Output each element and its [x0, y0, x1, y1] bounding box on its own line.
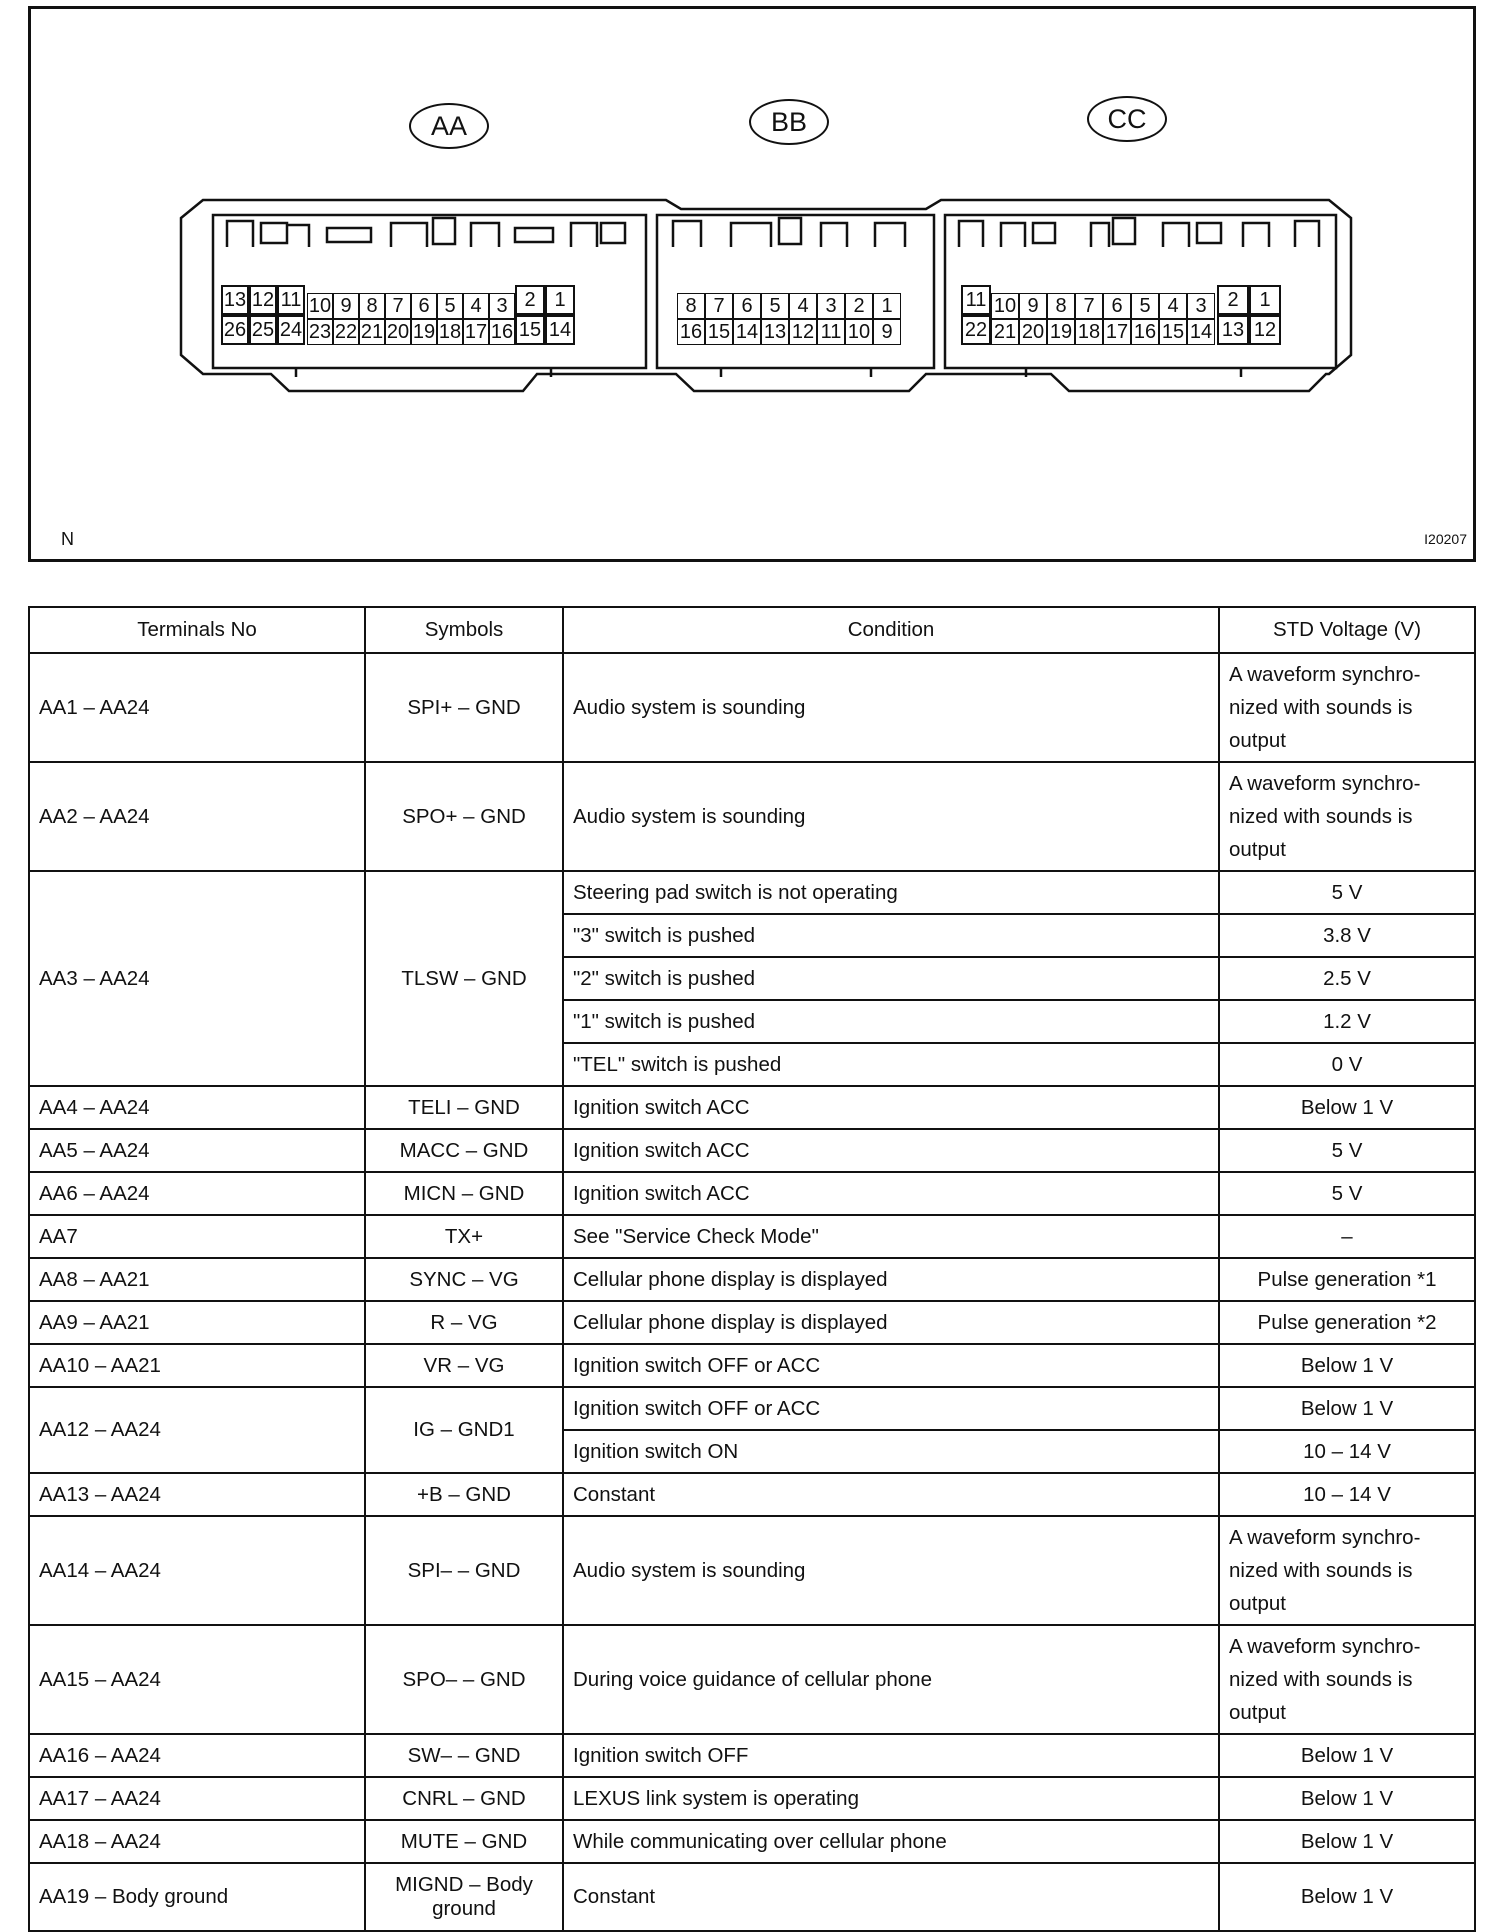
pin-cc-bottom: 18 [1075, 319, 1103, 345]
table-body [29, 653, 1475, 1931]
symbol-cell: MUTE – GND [365, 1820, 563, 1863]
pin-cc-bottom: 19 [1047, 319, 1075, 345]
terminal-cell: AA6 – AA24 [29, 1172, 365, 1215]
pin-bb-top: 2 [845, 293, 873, 319]
pin-aa-top: 1 [545, 285, 575, 315]
table-header-row [29, 607, 1475, 653]
terminal-cell: AA16 – AA24 [29, 1734, 365, 1777]
terminal-cell: AA15 – AA24 [29, 1625, 365, 1734]
symbol-cell: SPO– – GND [365, 1625, 563, 1734]
pin-aa-bottom: 24 [277, 315, 305, 345]
pin-bb-top: 4 [789, 293, 817, 319]
condition-cell: Ignition switch ACC [563, 1086, 1219, 1129]
condition-cell: "1" switch is pushed [563, 1000, 1219, 1043]
condition-cell: Ignition switch OFF [563, 1734, 1219, 1777]
pin-cc-top: 1 [1249, 285, 1281, 315]
header-std-voltage: STD Voltage (V) [1219, 607, 1475, 653]
terminal-cell: AA7 [29, 1215, 365, 1258]
symbol-cell: SPO+ – GND [365, 762, 563, 871]
pin-aa-top: 5 [437, 293, 463, 319]
pin-cc-bottom: 20 [1019, 319, 1047, 345]
terminal-cell: AA13 – AA24 [29, 1473, 365, 1516]
pin-aa-bottom: 18 [438, 321, 462, 343]
condition-cell: Audio system is sounding [563, 653, 1219, 762]
pin-aa-top: 8 [359, 293, 385, 319]
connector-label-cc: CC [1087, 96, 1167, 142]
header-symbols: Symbols [365, 607, 563, 653]
pin-aa-bottom: 19 [412, 321, 436, 343]
diagram-figure-id: I20207 [1424, 531, 1467, 547]
condition-cell: Cellular phone display is displayed [563, 1301, 1219, 1344]
voltage-cell: 1.2 V [1219, 1000, 1475, 1043]
condition-cell: See "Service Check Mode" [563, 1215, 1219, 1258]
pin-bb-bottom: 9 [873, 319, 901, 345]
voltage-cell: – [1219, 1215, 1475, 1258]
pin-cc-bottom: 21 [991, 319, 1019, 345]
pin-aa-top: 4 [463, 293, 489, 319]
symbol-cell: MIGND – Body ground [365, 1863, 563, 1931]
condition-cell: Ignition switch ACC [563, 1172, 1219, 1215]
pin-cc-top: 3 [1187, 293, 1215, 319]
pin-aa-top: 12 [249, 285, 277, 315]
connector-outline [31, 9, 1473, 559]
voltage-cell: 10 – 14 V [1219, 1473, 1475, 1516]
voltage-cell: Below 1 V [1219, 1387, 1475, 1430]
terminal-cell: AA12 – AA24 [29, 1387, 365, 1473]
pin-bb-top: 8 [677, 293, 705, 319]
terminal-cell: AA5 – AA24 [29, 1129, 365, 1172]
diagram-corner-label: N [61, 529, 74, 549]
condition-cell: Cellular phone display is displayed [563, 1258, 1219, 1301]
terminal-cell: AA2 – AA24 [29, 762, 365, 871]
voltage-cell: 2.5 V [1219, 957, 1475, 1000]
pin-bb-top: 3 [817, 293, 845, 319]
terminal-cell: AA18 – AA24 [29, 1820, 365, 1863]
table-row [29, 762, 1475, 871]
voltage-cell: Pulse generation *1 [1219, 1258, 1475, 1301]
table-row [29, 1086, 1475, 1129]
pin-cc-top: 9 [1019, 293, 1047, 319]
voltage-cell: A waveform synchro-nized with sounds is output [1219, 653, 1475, 762]
pin-cc-top: 10 [991, 293, 1019, 319]
pin-bb-bottom: 11 [817, 319, 845, 345]
pin-cc-bottom: 15 [1159, 319, 1187, 345]
symbol-cell: SYNC – VG [365, 1258, 563, 1301]
condition-cell: Constant [563, 1473, 1219, 1516]
condition-cell: "3" switch is pushed [563, 914, 1219, 957]
table-row [29, 1344, 1475, 1387]
condition-cell: While communicating over cellular phone [563, 1820, 1219, 1863]
pin-aa-bottom: 23 [308, 321, 332, 343]
pin-aa-bottom: 17 [464, 321, 488, 343]
voltage-cell: Pulse generation *2 [1219, 1301, 1475, 1344]
pin-aa-top: 7 [385, 293, 411, 319]
voltage-cell: A waveform synchro-nized with sounds is output [1219, 762, 1475, 871]
condition-cell: LEXUS link system is operating [563, 1777, 1219, 1820]
pin-aa-bottom: 15 [515, 315, 545, 345]
table-row [29, 1172, 1475, 1215]
table-row [29, 871, 1475, 914]
symbol-cell: MICN – GND [365, 1172, 563, 1215]
voltage-cell: 3.8 V [1219, 914, 1475, 957]
condition-cell: Ignition switch OFF or ACC [563, 1344, 1219, 1387]
pin-cc-top: 11 [961, 285, 991, 315]
table-row [29, 1820, 1475, 1863]
terminal-cell: AA10 – AA21 [29, 1344, 365, 1387]
connector-label-aa: AA [409, 103, 489, 149]
symbol-cell: R – VG [365, 1301, 563, 1344]
condition-cell: Constant [563, 1863, 1219, 1931]
voltage-cell: 5 V [1219, 1129, 1475, 1172]
pin-cc-top: 6 [1103, 293, 1131, 319]
pin-bb-top: 7 [705, 293, 733, 319]
symbol-cell: SPI+ – GND [365, 653, 563, 762]
pin-cc-top: 4 [1159, 293, 1187, 319]
pin-bb-bottom: 16 [677, 319, 705, 345]
pin-bb-top: 1 [873, 293, 901, 319]
pin-cc-bottom: 14 [1187, 319, 1215, 345]
voltage-cell: A waveform synchro-nized with sounds is output [1219, 1516, 1475, 1625]
voltage-cell: Below 1 V [1219, 1777, 1475, 1820]
voltage-cell: 10 – 14 V [1219, 1430, 1475, 1473]
pin-aa-top: 10 [308, 295, 332, 317]
condition-cell: Ignition switch ON [563, 1430, 1219, 1473]
table-row [29, 1215, 1475, 1258]
voltage-cell: 5 V [1219, 1172, 1475, 1215]
symbol-cell: TX+ [365, 1215, 563, 1258]
connector-label-bb: BB [749, 99, 829, 145]
voltage-cell: Below 1 V [1219, 1086, 1475, 1129]
condition-cell: Ignition switch OFF or ACC [563, 1387, 1219, 1430]
pin-bb-bottom: 12 [789, 319, 817, 345]
pin-aa-bottom: 26 [221, 315, 249, 345]
symbol-cell: SPI– – GND [365, 1516, 563, 1625]
pin-cc-top: 7 [1075, 293, 1103, 319]
pin-cc-top: 2 [1217, 285, 1249, 315]
pin-cc-bottom: 12 [1249, 315, 1281, 345]
terminal-cell: AA4 – AA24 [29, 1086, 365, 1129]
voltage-cell: Below 1 V [1219, 1344, 1475, 1387]
table-row [29, 1387, 1475, 1430]
header-condition: Condition [563, 607, 1219, 653]
pin-aa-bottom: 25 [249, 315, 277, 345]
symbol-cell: +B – GND [365, 1473, 563, 1516]
pin-aa-bottom: 20 [386, 321, 410, 343]
pin-aa-top: 11 [277, 285, 305, 315]
pin-aa-top: 9 [333, 293, 359, 319]
pin-aa-bottom: 14 [545, 315, 575, 345]
condition-cell: "2" switch is pushed [563, 957, 1219, 1000]
condition-cell: "TEL" switch is pushed [563, 1043, 1219, 1086]
pin-cc-top: 8 [1047, 293, 1075, 319]
pin-bb-top: 6 [733, 293, 761, 319]
pin-bb-top: 5 [761, 293, 789, 319]
pin-cc-bottom: 13 [1217, 315, 1249, 345]
condition-cell: Ignition switch ACC [563, 1129, 1219, 1172]
voltage-cell: 5 V [1219, 871, 1475, 914]
pin-bb-bottom: 10 [845, 319, 873, 345]
condition-cell: Audio system is sounding [563, 1516, 1219, 1625]
pin-aa-bottom: 22 [334, 321, 358, 343]
pin-cc-bottom: 22 [961, 315, 991, 345]
voltage-cell: Below 1 V [1219, 1820, 1475, 1863]
symbol-cell: TLSW – GND [365, 871, 563, 1086]
symbol-cell: TELI – GND [365, 1086, 563, 1129]
pin-aa-bottom: 16 [490, 321, 514, 343]
terminal-cell: AA17 – AA24 [29, 1777, 365, 1820]
pin-aa-top: 13 [221, 285, 249, 315]
symbol-cell: MACC – GND [365, 1129, 563, 1172]
pin-bb-bottom: 15 [705, 319, 733, 345]
pin-aa-top: 2 [515, 285, 545, 315]
terminal-cell: AA9 – AA21 [29, 1301, 365, 1344]
terminal-cell: AA3 – AA24 [29, 871, 365, 1086]
terminal-cell: AA8 – AA21 [29, 1258, 365, 1301]
symbol-cell: CNRL – GND [365, 1777, 563, 1820]
connector-diagram [28, 6, 1476, 562]
terminal-cell: AA1 – AA24 [29, 653, 365, 762]
pin-aa-bottom: 21 [360, 321, 384, 343]
table-row [29, 653, 1475, 762]
table-row [29, 1129, 1475, 1172]
terminal-spec-table [28, 606, 1476, 1932]
table-row [29, 1777, 1475, 1820]
condition-cell: Steering pad switch is not operating [563, 871, 1219, 914]
condition-cell: During voice guidance of cellular phone [563, 1625, 1219, 1734]
symbol-cell: IG – GND1 [365, 1387, 563, 1473]
table-row [29, 1473, 1475, 1516]
voltage-cell: 0 V [1219, 1043, 1475, 1086]
condition-cell: Audio system is sounding [563, 762, 1219, 871]
symbol-cell: SW– – GND [365, 1734, 563, 1777]
voltage-cell: A waveform synchro-nized with sounds is output [1219, 1625, 1475, 1734]
pin-bb-bottom: 13 [761, 319, 789, 345]
table-row [29, 1301, 1475, 1344]
table-row [29, 1734, 1475, 1777]
table-row [29, 1516, 1475, 1625]
pin-aa-top: 6 [411, 293, 437, 319]
header-terminals: Terminals No [29, 607, 365, 653]
voltage-cell: Below 1 V [1219, 1734, 1475, 1777]
symbol-cell: VR – VG [365, 1344, 563, 1387]
table-row [29, 1863, 1475, 1931]
pin-bb-bottom: 14 [733, 319, 761, 345]
voltage-cell: Below 1 V [1219, 1863, 1475, 1931]
table-row [29, 1258, 1475, 1301]
terminal-cell: AA19 – Body ground [29, 1863, 365, 1931]
pin-cc-top: 5 [1131, 293, 1159, 319]
pin-aa-top: 3 [489, 293, 515, 319]
pin-cc-bottom: 17 [1103, 319, 1131, 345]
terminal-cell: AA14 – AA24 [29, 1516, 365, 1625]
table-row [29, 1625, 1475, 1734]
pin-cc-bottom: 16 [1131, 319, 1159, 345]
